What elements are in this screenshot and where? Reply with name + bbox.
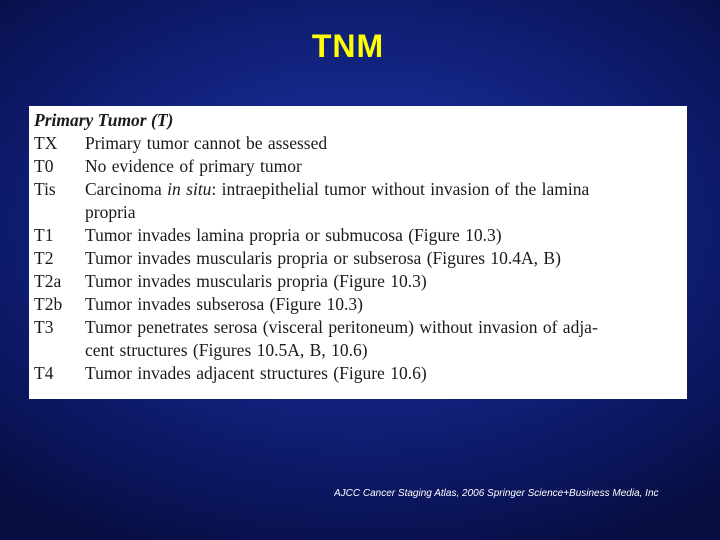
- table-row: [34, 132, 687, 155]
- row-description-line: Tumor invades adjacent structures (Figure 10.6): [85, 363, 427, 383]
- row-description-line: Tumor invades subserosa (Figure 10.3): [85, 294, 363, 314]
- table-row: [34, 178, 687, 224]
- row-description-line: Tumor invades muscularis propria (Figure 10.3): [85, 271, 427, 291]
- row-description: [85, 155, 681, 178]
- row-description-line: Tumor invades muscularis propria or subserosa (Figures 10.4A, B): [85, 248, 561, 268]
- row-code: T3: [34, 317, 54, 337]
- row-description-line: Tumor invades lamina propria or submucosa (Figure 10.3): [85, 225, 502, 245]
- row-description: [85, 178, 681, 224]
- table-row: [34, 270, 687, 293]
- row-description-line: cent structures (Figures 10.5A, B, 10.6): [85, 340, 368, 360]
- row-description: [85, 362, 681, 385]
- row-description: [85, 247, 681, 270]
- row-code: Tis: [34, 179, 56, 199]
- table-row: [34, 247, 687, 270]
- row-description: [85, 293, 681, 316]
- row-code: T4: [34, 363, 54, 383]
- staging-table: [29, 106, 687, 399]
- row-description-line: No evidence of primary tumor: [85, 156, 302, 176]
- row-description: [85, 224, 681, 247]
- row-description-line: Tumor penetrates serosa (visceral peritoneum) without invasion of adja-: [85, 317, 598, 337]
- row-description: [85, 270, 681, 293]
- row-description-line: [85, 178, 681, 201]
- row-code: T0: [34, 156, 54, 176]
- row-code: T1: [34, 225, 54, 245]
- row-text: : intraepithelial tumor without invasion of the lamina: [211, 179, 590, 199]
- row-code: T2a: [34, 271, 62, 291]
- row-text-italic: in situ: [167, 179, 212, 199]
- source-credit: AJCC Cancer Staging Atlas, 2006 Springer Science+Business Media, Inc: [334, 488, 659, 499]
- row-description: [85, 316, 681, 362]
- row-code: T2b: [34, 294, 63, 314]
- row-description-line: propria: [85, 202, 136, 222]
- table-row: [34, 155, 687, 178]
- table-row: [34, 362, 687, 385]
- row-description-line: Primary tumor cannot be assessed: [85, 133, 328, 153]
- row-code: TX: [34, 133, 58, 153]
- table-row: [34, 224, 687, 247]
- table-row: [34, 316, 687, 362]
- table-heading: Primary Tumor (T): [34, 110, 174, 130]
- row-text: Carcinoma: [85, 179, 168, 199]
- row-code: T2: [34, 248, 54, 268]
- table-row: [34, 293, 687, 316]
- row-description: [85, 132, 681, 155]
- slide-title: TNM: [311, 28, 385, 64]
